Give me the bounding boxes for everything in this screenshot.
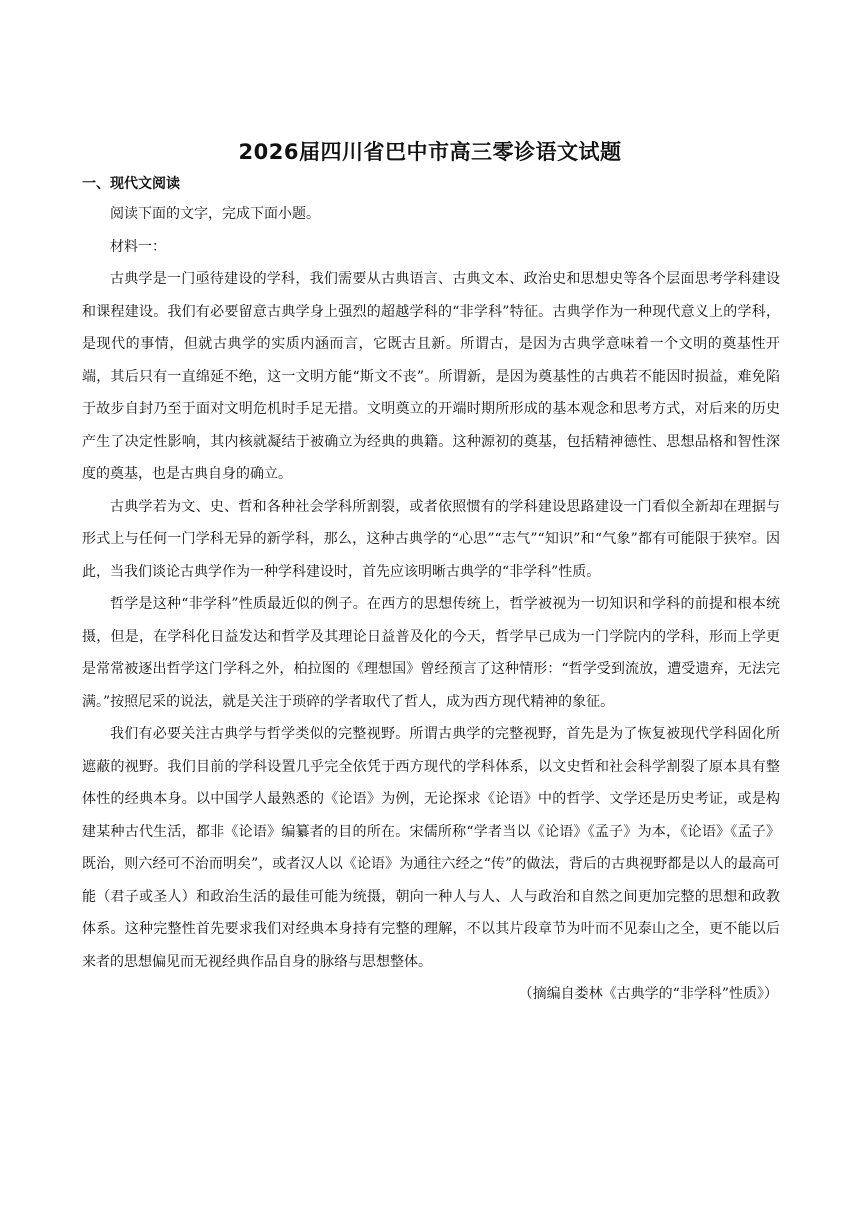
passage-paragraph: 哲学是这种“非学科”性质最近似的例子。在西方的思想传统上，哲学被视为一切知识和学科的前提和根本统摄，但是，在学科化日益发达和哲学及其理论日益普及化的今天，哲学早已成为一门学院内的学科，形而上学更是常常被逐出哲学这门学科之外，柏拉图的《理想国》曾经预言了这种情形：“哲学受到流放，遭受遗弃，无法完满。”按照尼采的说法，就是关注于琐碎的学者取代了哲人，成为西方现代精神的象征。	[82, 596, 780, 710]
passage-paragraph: 古典学若为文、史、哲和各种社会学科所割裂，或者依照惯有的学科建设思路建设一门看似全新却在理据与形式上与任何一门学科无异的新学科，那么，这种古典学的“心思”“志气”“知识”和“气象”都有可能限于狭窄。因此，当我们谈论古典学作为一种学科建设时，首先应该明晰古典学的“非学科”性质。	[82, 498, 780, 580]
section-heading: 一、现代文阅读	[82, 176, 180, 192]
passage-paragraph: 古典学是一门亟待建设的学科，我们需要从古典语言、古典文本、政治史和思想史等各个层面思考学科建设和课程建设。我们有必要留意古典学身上强烈的超越学科的“非学科”特征。古典学作为一种现代意义上的学科，是现代的事情，但就古典学的实质内涵而言，它既古且新。所谓古，是因为古典学意味着一个文明的奠基性开端，其后只有一直绵延不绝，这一文明方能“斯文不丧”。所谓新，是因为奠基性的古典若不能因时损益，难免陷于故步自封乃至于面对文明危机时手足无措。文明奠立的开端时期所形成的基本观念和思考方式，对后来的历史产生了决定性影响，其内核就凝结于被确立为经典的典籍。这种源初的奠基，包括精神德性、思想品格和智性深度的奠基，也是古典自身的确立。	[82, 271, 780, 482]
instruction-paragraph: 阅读下面的文字，完成下面小题。	[110, 206, 320, 222]
passage-body	[82, 198, 780, 1011]
source-citation: （摘编自娄林《古典学的“非学科”性质》）	[518, 986, 778, 1002]
document-title: 2026届四川省巴中市高三零诊语文试题	[238, 140, 622, 164]
material-label: 材料一：	[110, 238, 166, 255]
passage-paragraph: 我们有必要关注古典学与哲学类似的完整视野。所谓古典学的完整视野，首先是为了恢复被现代学科固化所遮蔽的视野。我们目前的学科设置几乎完全依凭于西方现代的学科体系，以文史哲和社会科学割裂了原本具有整体性的经典本身。以中国学人最熟悉的《论语》为例，无论探求《论语》中的哲学、文学还是历史考证，或是构建某种古代生活，都非《论语》编纂者的目的所在。宋儒所称“学者当以《论语》《孟子》为本，《论语》《孟子》既治，则六经可不治而明矣”，或者汉人以《论语》为通往六经之“传”的做法，背后的古典视野都是以人的最高可能（君子或圣人）和政治生活的最佳可能为统摄，朝向一种人与人、人与政治和自然之间更加完整的思想和政教体系。这种完整性首先要求我们对经典本身持有完整的理解，不以其片段章节为叶而不见泰山之全，更不能以后来者的思想偏见而无视经典作品自身的脉络与思想整体。	[82, 726, 780, 970]
